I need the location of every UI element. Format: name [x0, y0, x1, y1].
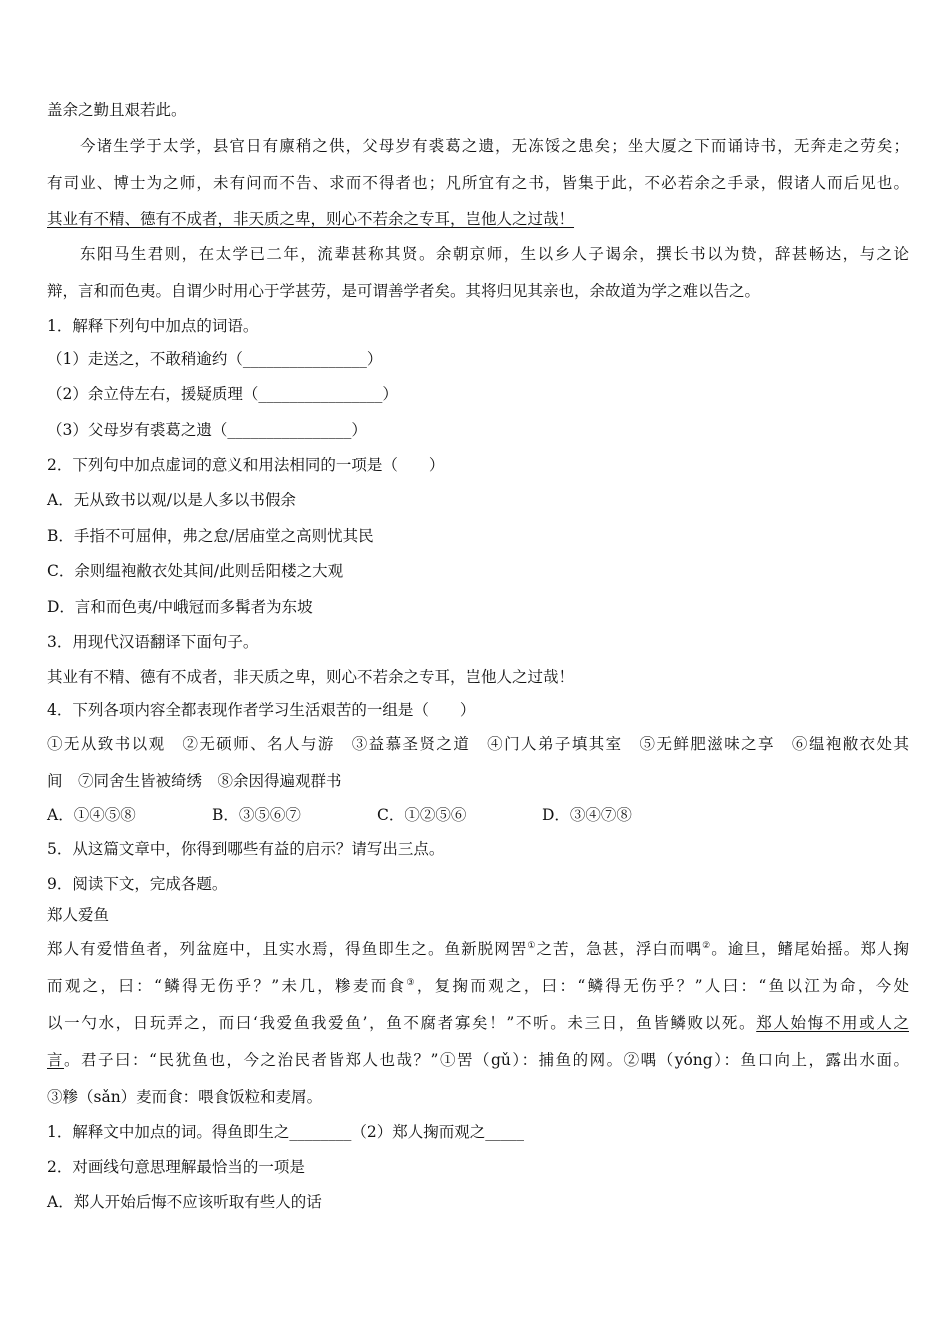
- passage-2-title: 郑人爱鱼: [47, 906, 110, 924]
- sub-question-2-option-a: A．郑人开始后悔不应该听取有些人的话: [47, 1193, 322, 1211]
- question-4-option-d: D．③④⑦⑧: [542, 806, 632, 824]
- underlined-sentence-part-1: 郑人始悔不用或人之: [756, 1014, 909, 1032]
- question-4-stem: 4．下列各项内容全都表现作者学习生活艰苦的一组是（ ）: [47, 701, 476, 719]
- question-9-stem: 9．阅读下文，完成各题。: [47, 875, 228, 893]
- question-4-items-line-1: ①无从致书以观 ②无硕师、名人与游 ③益慕圣贤之道 ④门人弟子填其室 ⑤无鲜肥滋味之享 ⑥缊袍敝衣处其: [47, 735, 909, 753]
- question-3-sentence: 其业有不精、德有不成者，非天质之卑，则心不若余之专耳，岂他人之过哉！: [47, 668, 575, 686]
- question-2-stem: 2．下列句中加点虚词的意义和用法相同的一项是（ ）: [47, 456, 445, 474]
- passage-2-line-4: 言。君子曰：“民犹鱼也，今之治民者皆郑人也哉？”①罟（gǔ）：捕鱼的网。②喁（yóng）：鱼口向上，露出水面。: [47, 1051, 909, 1069]
- question-1-item-2: （2）余立侍左右，援疑质理（________________）: [47, 385, 398, 403]
- question-1-item-1: （1）走送之，不敢稍逾约（________________）: [47, 350, 383, 368]
- sub-question-2: 2．对画线句意思理解最恰当的一项是: [47, 1158, 305, 1176]
- question-2-option-b: B．手指不可屈伸，弗之怠/居庙堂之高则忧其民: [47, 527, 374, 545]
- passage-2-line-3: 以一勺水，日玩弄之，而曰‘我爱鱼我爱鱼’，鱼不腐者寡矣！”不听。未三日，鱼皆鳞败以死。郑人始悔不用或人之: [47, 1014, 909, 1032]
- passage-underlined-line: 其业有不精、德有不成者，非天质之卑，则心不若余之专耳，岂他人之过哉！: [47, 210, 575, 228]
- passage-2-line-5: ③糁（sǎn）麦而食：喂食饭粒和麦屑。: [47, 1088, 323, 1106]
- passage-line-1: 今诸生学于太学，县官日有廪稍之供，父母岁有裘葛之遗，无冻馁之患矣；坐大厦之下而诵诗书，无奔走之劳矣；: [80, 137, 909, 155]
- note-marker-3: ③: [406, 977, 417, 988]
- sub-question-1: 1．解释文中加点的词。得鱼即生之________（2）郑人掬而观之_____: [47, 1123, 524, 1141]
- passage-line-2: 有司业、博士为之师，未有问而不告、求而不得者也；凡所宜有之书，皆集于此，不必若余之手录，假诸人而后见也。: [47, 174, 909, 192]
- passage-line-0: 盖余之勤且艰若此。: [47, 101, 187, 119]
- note-marker-2: ②: [702, 940, 712, 951]
- question-5-stem: 5．从这篇文章中，你得到哪些有益的启示？请写出三点。: [47, 840, 445, 858]
- passage-2-line-2: 而观之，曰：“鳞得无伤乎？”未几，糁麦而食③，复掬而观之，曰：“鳞得无伤乎？”人曰：“鱼以江为命，今处: [47, 977, 909, 995]
- question-3-stem: 3．用现代汉语翻译下面句子。: [47, 633, 259, 651]
- question-1-stem: 1．解释下列句中加点的词语。: [47, 317, 259, 335]
- question-4-option-a: A．①④⑤⑧: [47, 806, 136, 824]
- question-1-item-3: （3）父母岁有裘葛之遗（________________）: [47, 421, 367, 439]
- question-2-option-d: D．言和而色夷/中峨冠而多髯者为东坡: [47, 598, 313, 616]
- passage-line-4: 东阳马生君则，在太学已二年，流辈甚称其贤。余朝京师，生以乡人子谒余，撰长书以为贽，辞甚畅达，与之论: [80, 245, 909, 263]
- question-2-option-c: C．余则缊袍敝衣处其间/此则岳阳楼之大观: [47, 562, 344, 580]
- question-4-items-line-2: 间 ⑦同舍生皆被绮绣 ⑧余因得遍观群书: [47, 772, 342, 790]
- note-marker-1: ①: [527, 940, 537, 951]
- underlined-sentence-part-2: 言: [47, 1051, 65, 1069]
- passage-2-line-1: 郑人有爱惜鱼者，列盆庭中，且实水焉，得鱼即生之。鱼新脱网罟①之苦，急甚，浮白而喁②。逾旦，鳍尾始摇。郑人掬: [47, 940, 909, 958]
- passage-line-5: 辩，言和而色夷。自谓少时用心于学甚劳，是可谓善学者矣。其将归见其亲也，余故道为学之难以告之。: [47, 282, 761, 300]
- question-4-option-b: B．③⑤⑥⑦: [212, 806, 301, 824]
- question-4-option-c: C．①②⑤⑥: [377, 806, 467, 824]
- question-2-option-a: A．无从致书以观/以是人多以书假余: [47, 491, 296, 509]
